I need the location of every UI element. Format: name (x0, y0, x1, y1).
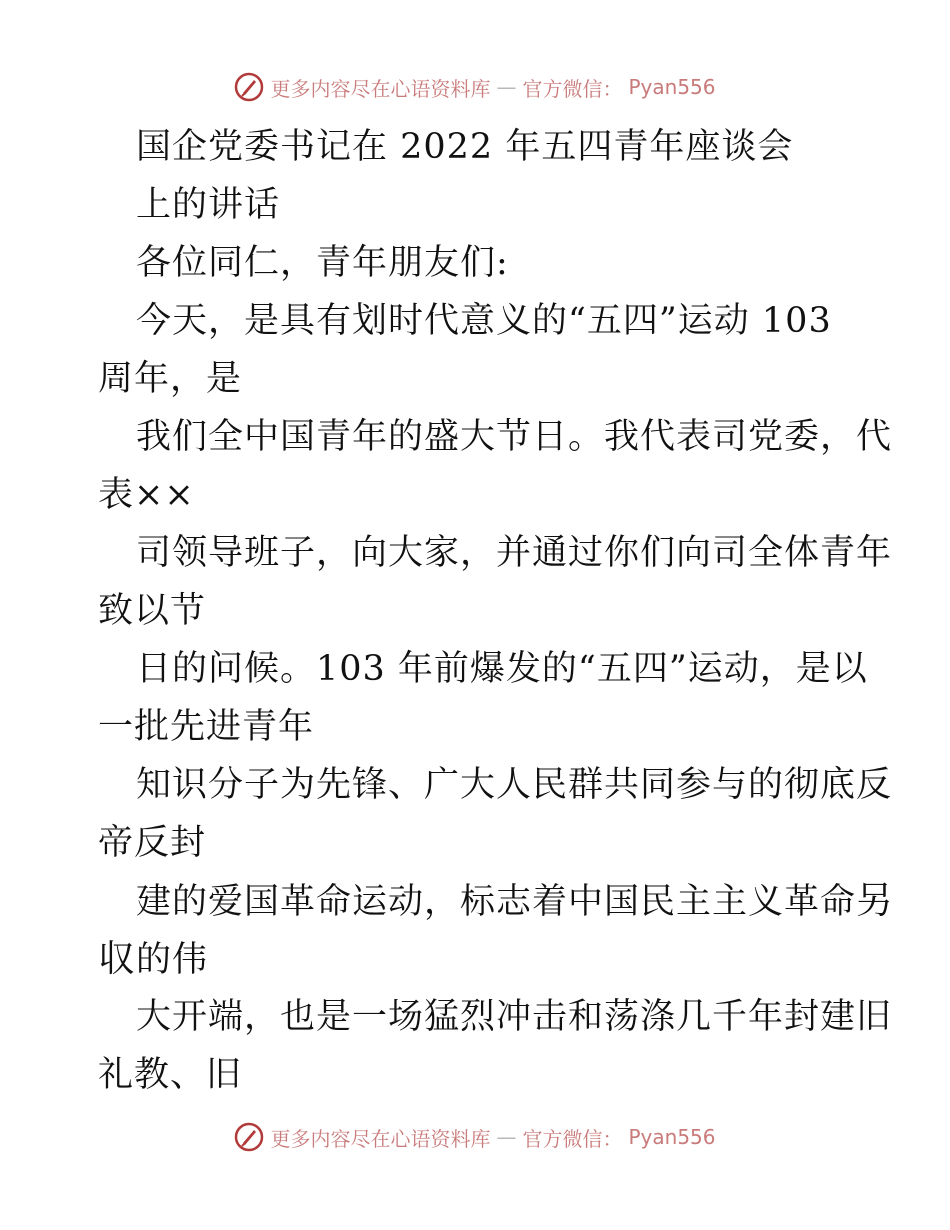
body-line: 知识分子为先锋、广大人民群共同参与的彻底反 (136, 765, 893, 805)
watermark-contact: 官方微信： (522, 1126, 623, 1151)
body-line: 周年，是 (98, 359, 243, 399)
quill-logo-icon (234, 72, 264, 102)
body-line: 一批先进青年 (98, 707, 315, 747)
watermark-id: Pyan556 (628, 75, 716, 99)
title-line-2: 上的讲话 (136, 185, 281, 225)
watermark-contact: 官方微信： (522, 76, 623, 101)
body-line: 日的问候。103 年前爆发的“五四”运动，是以 (136, 649, 868, 689)
watermark-id: Pyan556 (628, 1125, 716, 1149)
watermark-separator: — (496, 75, 517, 99)
watermark-separator: — (496, 1125, 517, 1149)
big-char: 另 (856, 879, 895, 922)
body-line: 今天，是具有划时代意义的“五四”运动 103 (136, 301, 832, 341)
footer-watermark (0, 1122, 950, 1152)
body-line (98, 872, 895, 930)
body-line-text: 建的爱国革命运动，标志着中国民主主义革命 (136, 882, 857, 922)
body-line: 表×× (98, 475, 195, 515)
body-line: 帝反封 (98, 823, 207, 863)
body-line (98, 930, 858, 988)
title-line-1: 国企党委书记在 2022 年五四青年座谈会 (136, 127, 794, 167)
body-line: 致以节 (98, 591, 207, 631)
watermark-text: 更多内容尽在心语资料库 (270, 76, 491, 101)
body-line: 我们全中国青年的盛大节日。我代表司党委，代 (136, 417, 893, 457)
salutation: 各位同仁，青年朋友们: (136, 243, 509, 283)
big-char: 収 (98, 937, 136, 980)
header-watermark (0, 72, 950, 102)
quill-logo-icon (234, 1122, 264, 1152)
body-line-text: 的伟 (136, 940, 209, 980)
body-line: 礼教、旧 (98, 1055, 243, 1095)
body-line: 大开端，也是一场猛烈冲击和荡涤几千年封建旧 (136, 997, 893, 1037)
document-body (98, 118, 895, 1104)
watermark-text: 更多内容尽在心语资料库 (270, 1126, 491, 1151)
body-line: 司领导班子，向大家，并通过你们向司全体青年 (136, 533, 893, 573)
